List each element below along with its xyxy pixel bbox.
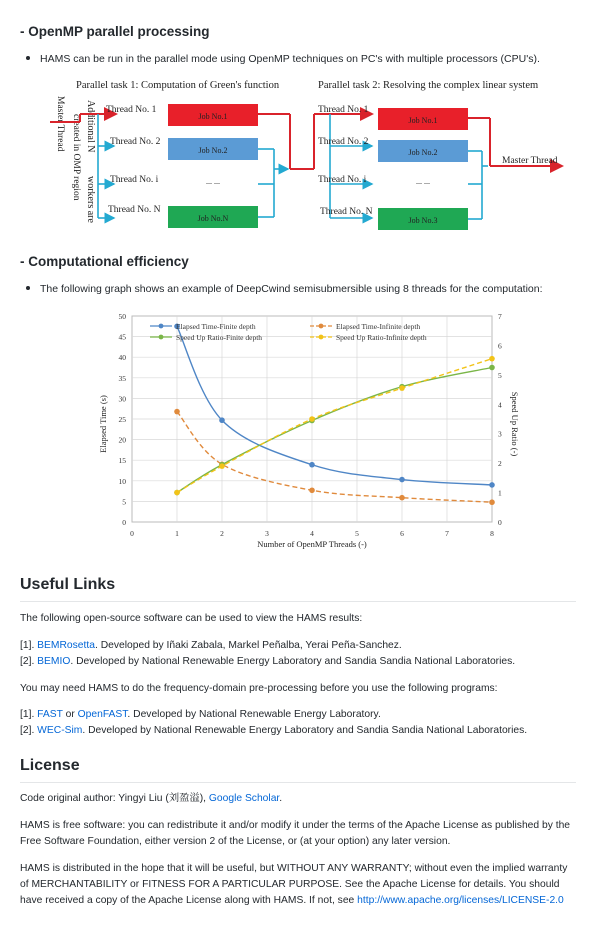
t2-thread-1: Thread No. 1 — [318, 105, 369, 115]
bullet-dot — [26, 56, 30, 60]
chart-y2-tick-label: 3 — [498, 429, 502, 439]
license-author — [20, 791, 576, 807]
chart-legend-label: Elapsed Time-Finite depth — [176, 322, 256, 331]
t2-job-1-label: Job No.1 — [408, 116, 438, 125]
created-omp-label: created in OMP region — [71, 114, 81, 201]
chart-x-tick-label: 2 — [220, 529, 224, 538]
chart-data-point — [399, 495, 405, 501]
chart-x-axis-label: Number of OpenMP Threads (-) — [257, 539, 367, 549]
t1-job-n-label: Job No.N — [197, 214, 229, 223]
chart-legend — [150, 322, 427, 342]
chart-y2-tick-label: 5 — [498, 370, 502, 380]
chart-y2-tick-label: 7 — [498, 312, 502, 321]
list-item — [20, 723, 576, 739]
chart-y2-tick-label: 4 — [498, 400, 502, 410]
chart-legend-marker — [159, 324, 164, 329]
chart-data-point — [489, 356, 495, 362]
chart-data-point — [489, 365, 495, 371]
chart-y2-axis-label: Speed Up Ratio (-) — [510, 391, 520, 457]
t1-thread-n: Thread No. N — [108, 205, 161, 215]
fast-link[interactable]: FAST — [37, 709, 63, 720]
chart-y-tick-label: 15 — [118, 456, 126, 466]
list-number: [1]. — [20, 640, 38, 651]
chart-tick-labels — [119, 312, 503, 538]
bemio-link[interactable]: BEMIO — [37, 656, 71, 667]
openmp-bullet-text: HAMS can be run in the parallel mode using OpenMP techniques on PC's with multiple processors (CPU's). — [40, 53, 540, 65]
author-text: Code original author: Yingyi Liu (刘盈溢), — [20, 793, 209, 804]
chart-y-tick-label: 0 — [122, 518, 126, 527]
chart-data-point — [174, 490, 180, 496]
chart-y-tick-label: 30 — [118, 394, 126, 404]
task1-title: Parallel task 1: Computation of Green's function — [76, 80, 280, 91]
list-text: . Developed by Iñaki Zabala, Markel Peñalba, Yerai Peña-Sanchez. — [94, 640, 402, 651]
heading-divider — [20, 601, 576, 602]
t2-thread-n: Thread No. N — [320, 207, 373, 217]
list-text: . Developed by National Renewable Energy Laboratory. — [127, 709, 381, 720]
t2-job-2-label: Job No.2 — [408, 148, 438, 157]
wec-sim-link[interactable]: WEC-Sim — [37, 725, 83, 736]
t2-job-n-label: Job No.3 — [408, 216, 438, 225]
chart-data-point — [309, 487, 315, 493]
license-heading: License — [20, 757, 80, 774]
chart-series-line-0 — [177, 326, 492, 485]
chart-data-point — [309, 462, 315, 468]
chart-legend-marker — [319, 324, 324, 329]
chart-y-tick-label: 45 — [118, 332, 126, 342]
chart-data-point — [309, 416, 315, 422]
chart-y-tick-label: 10 — [118, 476, 126, 486]
chart-y2-tick-label: 1 — [498, 488, 502, 498]
list-item — [20, 638, 576, 654]
chart-x-tick-label: 7 — [445, 529, 449, 538]
list-number: [1]. — [20, 709, 38, 720]
license-paragraph-1: HAMS is free software: you can redistribute it and/or modify it under the terms of the Apache License as published by the Free Software Foundation, either version 2 of the License, or (at your option) any later version. — [20, 820, 571, 847]
t1-thread-1: Thread No. 1 — [106, 105, 157, 115]
t1-job-1-label: Job No.1 — [198, 112, 228, 121]
chart-data-point — [219, 463, 225, 469]
chart-legend-label: Elapsed Time-Infinite depth — [336, 322, 421, 331]
chart-y2-tick-label: 6 — [498, 341, 502, 351]
chart-x-tick-label: 8 — [490, 529, 494, 538]
bullet-dot — [26, 286, 30, 290]
chart-y-tick-label: 50 — [118, 312, 126, 321]
t1-thread-i: Thread No. i — [110, 175, 159, 185]
efficiency-chart — [92, 306, 532, 556]
chart-x-tick-label: 0 — [130, 529, 134, 538]
chart-legend-label: Speed Up Ratio-Infinite depth — [336, 333, 427, 342]
list-text: . Developed by National Renewable Energy Laboratory and Sandia Sandia National Laboratories. — [70, 656, 516, 667]
chart-series-line-3 — [177, 359, 492, 493]
chart-series-line-1 — [177, 412, 492, 503]
chart-x-tick-label: 1 — [175, 529, 179, 538]
chart-y2-tick-label: 2 — [498, 459, 502, 469]
chart-legend-marker — [319, 335, 324, 340]
useful-links-intro: The following open-source software can be used to view the HAMS results: — [20, 613, 363, 624]
t2-thread-i: Thread No. i — [318, 175, 367, 185]
chart-x-tick-label: 5 — [355, 529, 359, 538]
list-number: [2]. — [20, 656, 38, 667]
license-paragraph-2-text: HAMS is distributed in the hope that it will be useful, but WITHOUT ANY WARRANTY; without even the implied warranty of MERCHANTABILITY or FITNESS FOR A PARTICULAR PURPOSE. See the Apache License for details. You should have received a copy of the Apache License along with HAMS. If not, see — [20, 863, 568, 906]
list-text: or — [62, 709, 78, 720]
chart-x-tick-label: 3 — [265, 529, 269, 538]
links-list-2 — [20, 707, 576, 739]
openmp-bullet — [26, 53, 540, 65]
chart-y2-tick-label: 0 — [498, 518, 502, 527]
task2-title: Parallel task 2: Resolving the complex linear system — [318, 80, 539, 91]
license-paragraph-2 — [20, 861, 576, 909]
chart-y-tick-label: 5 — [122, 497, 126, 507]
chart-data-point — [399, 477, 405, 483]
apache-license-link[interactable]: http://www.apache.org/licenses/LICENSE-2.0 — [357, 895, 564, 906]
chart-y-tick-label: 35 — [118, 373, 126, 383]
t1-thread-2: Thread No. 2 — [110, 137, 161, 147]
links-list-1 — [20, 638, 576, 670]
t1-job-i-dots: ... ... — [206, 177, 220, 186]
openfast-link[interactable]: OpenFAST — [77, 709, 128, 720]
chart-y-tick-label: 20 — [118, 435, 126, 445]
list-text: . Developed by National Renewable Energy Laboratory and Sandia Sandia National Laboratories. — [82, 725, 528, 736]
chart-data-point — [489, 499, 495, 505]
workers-are-label: workers are — [85, 176, 96, 223]
list-item — [20, 707, 576, 723]
chart-legend-label: Speed Up Ratio-Finite depth — [176, 333, 263, 342]
efficiency-heading: - Computational efficiency — [20, 254, 189, 269]
t1-job-2-label: Job No.2 — [198, 146, 228, 155]
chart-x-tick-label: 4 — [310, 529, 314, 538]
t2-job-i-dots: ... ... — [416, 177, 430, 186]
google-scholar-link[interactable]: Google Scholar — [208, 793, 280, 804]
chart-data-point — [174, 409, 180, 415]
chart-y-axis-label: Elapsed Time (s) — [98, 395, 108, 453]
additional-workers-label: Additional N — [85, 100, 96, 153]
chart-legend-marker — [159, 335, 164, 340]
chart-y-tick-label: 40 — [118, 353, 126, 363]
openmp-diagram — [50, 74, 570, 236]
t2-thread-2: Thread No. 2 — [318, 137, 369, 147]
chart-data-point — [219, 417, 225, 423]
useful-links-heading: Useful Links — [20, 576, 116, 593]
chart-data-point — [489, 482, 495, 488]
master-thread-right-label: Master Thread — [502, 156, 558, 166]
efficiency-bullet — [26, 283, 543, 295]
bemrosetta-link[interactable]: BEMRosetta — [37, 640, 95, 651]
chart-x-tick-label: 6 — [400, 529, 404, 538]
list-number: [2]. — [20, 725, 38, 736]
chart-series-line-2 — [177, 368, 492, 493]
chart-y-tick-label: 25 — [118, 415, 126, 424]
efficiency-bullet-text: The following graph shows an example of DeepCwind semisubmersible using 8 threads for the computation: — [40, 283, 543, 295]
list-item — [20, 654, 576, 670]
chart-data-point — [399, 385, 405, 391]
author-suffix: . — [279, 793, 283, 804]
master-thread-left-label: Master Thread — [55, 96, 65, 152]
useful-links-intro2: You may need HAMS to do the frequency-domain pre-processing before you use the following programs: — [20, 683, 498, 694]
openmp-heading: - OpenMP parallel processing — [20, 24, 210, 39]
heading-divider — [20, 782, 576, 783]
